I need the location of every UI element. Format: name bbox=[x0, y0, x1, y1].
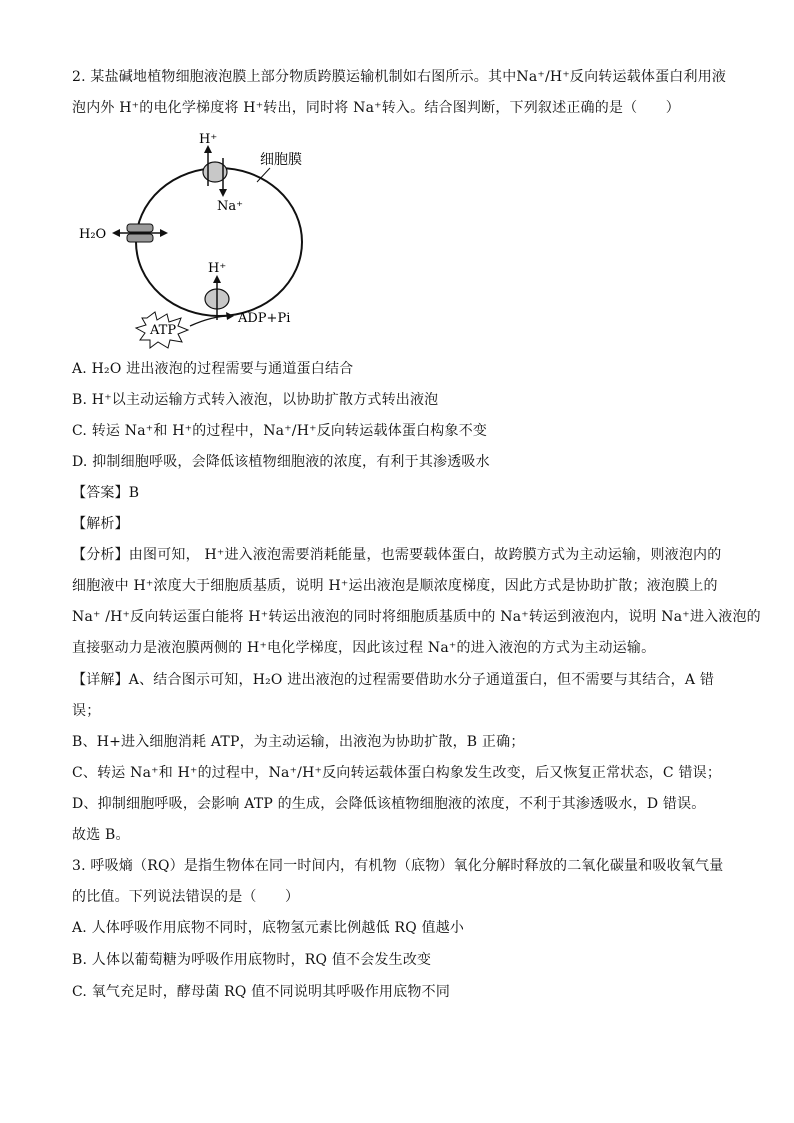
water-channel bbox=[127, 224, 153, 232]
analysis-line3: Na⁺ /H⁺反向转运蛋白能将 H⁺转运出液泡的同时将细胞质基质中的 Na⁺转运到液泡内，说明 Na⁺进入液泡的 bbox=[72, 609, 761, 625]
detail-line2: 误； bbox=[72, 703, 101, 719]
detail-line3: B、H+进入细胞消耗 ATP，为主动运输，出液泡为协助扩散，B 正确； bbox=[72, 734, 525, 750]
label-adp: ADP+Pi bbox=[238, 311, 291, 326]
analysis-line4: 直接驱动力是液泡膜两侧的 H⁺电化学梯度，因此该过程 Na⁺的进入液泡的方式为主动运输。 bbox=[72, 640, 656, 656]
q2-stem-line2: 泡内外 H⁺的电化学梯度将 H⁺转出，同时将 Na⁺转入。结合图判断，下列叙述正确的是（ ） bbox=[72, 100, 680, 116]
label-h-bottom: H⁺ bbox=[208, 261, 227, 276]
label-na: Na⁺ bbox=[217, 199, 243, 214]
q3-option-a: A. 人体呼吸作用底物不同时，底物氢元素比例越低 RQ 值越小 bbox=[72, 920, 465, 936]
q3-stem-line2: 的比值。下列说法错误的是（ ） bbox=[72, 889, 300, 905]
label-atp: ATP bbox=[150, 323, 177, 338]
detail-line6: 故选 B。 bbox=[72, 827, 130, 843]
q2-option-c: C. 转运 Na⁺和 H⁺的过程中，Na⁺/H⁺反向转运载体蛋白构象不变 bbox=[72, 423, 488, 439]
detail-line1: 【详解】A、结合图示可知，H₂O 进出液泡的过程需要借助水分子通道蛋白，但不需要与其结合，A 错 bbox=[72, 672, 715, 688]
q3-option-c: C. 氧气充足时，酵母菌 RQ 值不同说明其呼吸作用底物不同 bbox=[72, 984, 451, 1000]
analysis-heading: 【解析】 bbox=[72, 516, 129, 532]
q3-option-b: B. 人体以葡萄糖为呼吸作用底物时，RQ 值不会发生改变 bbox=[72, 952, 432, 968]
analysis-line2: 细胞液中 H⁺浓度大于细胞质基质，说明 H⁺运出液泡是顺浓度梯度，因此方式是协助扩散；液泡膜上的 bbox=[72, 578, 718, 594]
transport-diagram bbox=[72, 128, 332, 350]
detail-line5: D、抑制细胞呼吸，会影响 ATP 的生成，会降低该植物细胞液的浓度，不利于其渗透吸水，D 错误。 bbox=[72, 796, 706, 812]
q2-option-a: A. H₂O 进出液泡的过程需要与通道蛋白结合 bbox=[72, 361, 354, 377]
analysis-line1: 【分析】由图可知， H⁺进入液泡需要消耗能量，也需要载体蛋白，故跨膜方式为主动运输，则液泡内的 bbox=[72, 547, 722, 563]
q3-stem-line1: 3. 呼吸熵（RQ）是指生物体在同一时间内，有机物（底物）氧化分解时释放的二氧化碳量和吸收氧气量 bbox=[72, 858, 724, 874]
label-h-top: H⁺ bbox=[199, 132, 218, 147]
answer: 【答案】B bbox=[72, 485, 140, 501]
label-h2o: H₂O bbox=[79, 227, 107, 242]
q2-stem-line1: 2. 某盐碱地植物细胞液泡膜上部分物质跨膜运输机制如右图所示。其中Na⁺/H⁺反向转运载体蛋白利用液 bbox=[72, 69, 727, 85]
q2-option-d: D. 抑制细胞呼吸，会降低该植物细胞液的浓度，有利于其渗透吸水 bbox=[72, 454, 490, 470]
q2-option-b: B. H⁺以主动运输方式转入液泡，以协助扩散方式转出液泡 bbox=[72, 392, 439, 408]
detail-line4: C、转运 Na⁺和 H⁺的过程中，Na⁺/H⁺反向转运载体蛋白构象发生改变，后又恢复正常状态，C 错误； bbox=[72, 765, 722, 781]
label-membrane: 细胞膜 bbox=[260, 152, 302, 168]
